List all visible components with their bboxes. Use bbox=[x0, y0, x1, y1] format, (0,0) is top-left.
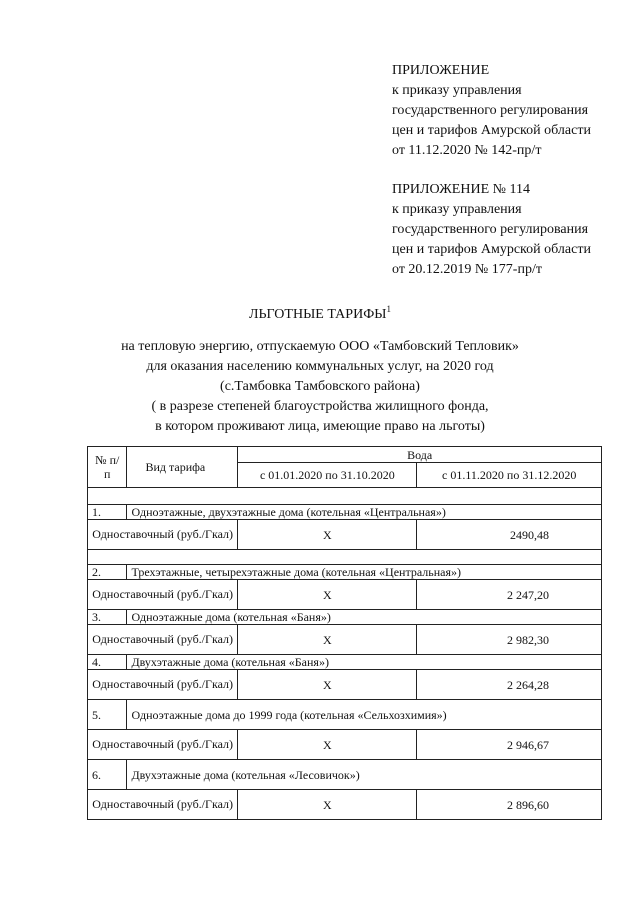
tariff-value-period-2: 2 247,20 bbox=[417, 580, 602, 610]
tariff-value-period-1: X bbox=[238, 670, 417, 700]
tariff-unit: Одноставочный (руб./Гкал) bbox=[88, 520, 238, 550]
section-title: Двухэтажные дома (котельная «Лесовичок») bbox=[127, 760, 602, 790]
subtitle-line: на тепловую энергию, отпускаемую ООО «Тамбовский Тепловик» bbox=[121, 339, 519, 354]
subtitle-line: в котором проживают лица, имеющие право на льготы) bbox=[155, 419, 485, 434]
section-row bbox=[88, 700, 602, 730]
subtitle-line: (с.Тамбовка Тамбовского района) bbox=[220, 379, 420, 394]
appendix-line: к приказу управления bbox=[392, 202, 522, 217]
section-number: 6. bbox=[88, 760, 127, 790]
section-title: Одноэтажные, двухэтажные дома (котельная «Центральная») bbox=[127, 505, 602, 520]
section-row bbox=[88, 655, 602, 670]
appendix-line: государственного регулирования bbox=[392, 222, 589, 237]
tariff-value-period-1: X bbox=[238, 580, 417, 610]
header-num: № п/п bbox=[88, 447, 127, 488]
section-row bbox=[88, 610, 602, 625]
section-row bbox=[88, 505, 602, 520]
header-tariff-kind: Вид тарифа bbox=[127, 447, 238, 488]
tariff-row bbox=[88, 730, 602, 760]
tariff-unit: Одноставочный (руб./Гкал) bbox=[88, 790, 238, 820]
section-title: Трехэтажные, четырехэтажные дома (котельная «Центральная») bbox=[127, 565, 602, 580]
tariff-row bbox=[88, 580, 602, 610]
appendix-heading: ПРИЛОЖЕНИЕ bbox=[392, 63, 490, 78]
section-title: Одноэтажные дома (котельная «Баня») bbox=[127, 610, 602, 625]
tariff-table-body bbox=[88, 488, 602, 820]
section-number: 3. bbox=[88, 610, 127, 625]
section-number: 5. bbox=[88, 700, 127, 730]
section-number: 4. bbox=[88, 655, 127, 670]
tariff-unit: Одноставочный (руб./Гкал) bbox=[88, 670, 238, 700]
header-water: Вода bbox=[238, 447, 602, 463]
tariff-value-period-2: 2 896,60 bbox=[417, 790, 602, 820]
section-number: 1. bbox=[88, 505, 127, 520]
spacer-row bbox=[88, 550, 602, 565]
appendix-line: цен и тарифов Амурской области bbox=[392, 242, 591, 257]
document-title bbox=[0, 305, 640, 325]
appendix-date: от 20.12.2019 № 177-пр/т bbox=[392, 262, 542, 277]
header-period-2: с 01.11.2020 по 31.12.2020 bbox=[417, 463, 602, 488]
section-row bbox=[88, 565, 602, 580]
tariff-value-period-2: 2 946,67 bbox=[417, 730, 602, 760]
appendix-line: к приказу управления bbox=[392, 83, 522, 98]
tariff-value-period-1: X bbox=[238, 520, 417, 550]
tariff-value-period-1: X bbox=[238, 730, 417, 760]
tariff-unit: Одноставочный (руб./Гкал) bbox=[88, 625, 238, 655]
tariff-value-period-1: X bbox=[238, 790, 417, 820]
tariff-value-period-2: 2 982,30 bbox=[417, 625, 602, 655]
appendix-original-reference bbox=[392, 180, 591, 280]
tariff-value-period-2: 2490,48 bbox=[417, 520, 602, 550]
section-title: Двухэтажные дома (котельная «Баня») bbox=[127, 655, 602, 670]
tariff-row bbox=[88, 670, 602, 700]
section-title: Одноэтажные дома до 1999 года (котельная «Сельхозхимия») bbox=[127, 700, 602, 730]
tariff-row bbox=[88, 520, 602, 550]
tariff-unit: Одноставочный (руб./Гкал) bbox=[88, 580, 238, 610]
section-number: 2. bbox=[88, 565, 127, 580]
appendix-current-reference bbox=[392, 61, 591, 161]
appendix-heading: ПРИЛОЖЕНИЕ № 114 bbox=[392, 182, 530, 197]
appendix-line: цен и тарифов Амурской области bbox=[392, 123, 591, 138]
spacer-row bbox=[88, 488, 602, 505]
tariff-row bbox=[88, 625, 602, 655]
subtitle-line: ( в разрезе степеней благоустройства жилищного фонда, bbox=[151, 399, 489, 414]
document-title-block bbox=[0, 305, 640, 437]
tariff-unit: Одноставочный (руб./Гкал) bbox=[88, 730, 238, 760]
section-row bbox=[88, 760, 602, 790]
tariff-value-period-1: X bbox=[238, 625, 417, 655]
document-title-text: ЛЬГОТНЫЕ ТАРИФЫ bbox=[249, 307, 387, 322]
appendix-date: от 11.12.2020 № 142-пр/т bbox=[392, 143, 542, 158]
tariff-row bbox=[88, 790, 602, 820]
header-period-1: с 01.01.2020 по 31.10.2020 bbox=[238, 463, 417, 488]
subtitle-line: для оказания населению коммунальных услуг, на 2020 год bbox=[146, 359, 494, 374]
tariff-value-period-2: 2 264,28 bbox=[417, 670, 602, 700]
footnote-mark: 1 bbox=[386, 304, 391, 314]
tariff-table bbox=[87, 446, 602, 820]
appendix-line: государственного регулирования bbox=[392, 103, 589, 118]
